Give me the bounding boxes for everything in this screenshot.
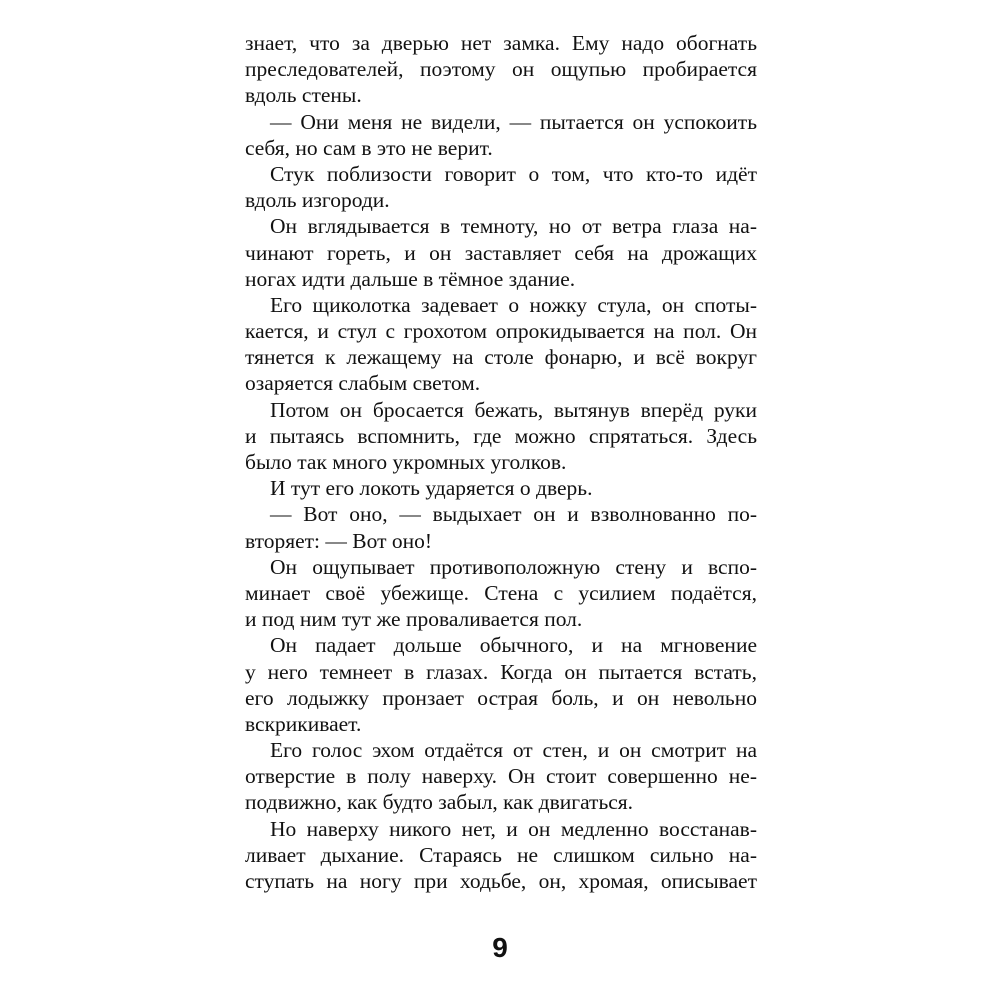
text-line: ступать на ногу при ходьбе, он, хромая, описывает <box>245 869 757 893</box>
text-line: было так много укромных уголков. <box>245 450 567 474</box>
text-line: Его голос эхом отдаётся от стен, и он смотрит на <box>270 738 757 763</box>
text-line: — Вот оно, — выдыхает он и взволнованно по- <box>270 502 757 527</box>
text-line: И тут его локоть ударяется о дверь. <box>270 476 593 501</box>
page-number: 9 <box>492 932 508 963</box>
text-line: его лодыжку пронзает острая боль, и он невольно <box>245 685 757 710</box>
text-line: Он вглядывается в темноту, но от ветра глаза на- <box>270 214 757 239</box>
text-line: ногах идти дальше в тёмное здание. <box>245 266 576 291</box>
text-line: минает своё убежище. Стена с усилием подаётся, <box>245 580 757 605</box>
text-line: Он ощупывает противоположную стену и вспо- <box>270 554 757 579</box>
text-line: подвижно, как будто забыл, как двигаться. <box>245 790 634 815</box>
text-line: знает, что за дверью нет замка. Ему надо обогнать <box>245 31 757 55</box>
text-line: вскрикивает. <box>245 711 362 736</box>
text-line: тянется к лежащему на столе фонарю, и всё вокруг <box>245 345 757 370</box>
body-text <box>245 30 757 894</box>
text-line: кается, и стул с грохотом опрокидывается на пол. Он <box>245 319 757 344</box>
text-line: преследователей, поэтому он ощупью пробирается <box>245 57 757 82</box>
text-line: Но наверху никого нет, и он медленно восстанав- <box>270 816 757 841</box>
text-line: и под ним тут же проваливается пол. <box>245 607 583 632</box>
text-line: Потом он бросается бежать, вытянув вперёд руки <box>270 397 757 422</box>
text-line: Стук поблизости говорит о том, что кто-то идёт <box>270 161 757 186</box>
text-line: ливает дыхание. Стараясь не слишком сильно на- <box>245 842 757 867</box>
text-line: Его щиколотка задевает о ножку стула, он споты- <box>270 292 757 317</box>
text-line: — Они меня не видели, — пытается он успокоить <box>270 109 757 134</box>
text-line: и пытаясь вспомнить, где можно спрятаться. Здесь <box>245 423 757 448</box>
text-line: отверстие в полу наверху. Он стоит совершенно не- <box>245 764 757 789</box>
text-line: у него темнеет в глазах. Когда он пытается встать, <box>245 659 757 684</box>
text-line: себя, но сам в это не верит. <box>245 135 493 160</box>
text-line: Он падает дольше обычного, и на мгновение <box>270 633 757 658</box>
text-line: озаряется слабым светом. <box>245 371 481 396</box>
text-line: вдоль стены. <box>245 83 362 108</box>
text-line: вдоль изгороди. <box>245 188 390 213</box>
text-line: вторяет: — Вот оно! <box>245 528 433 553</box>
text-line: чинают гореть, и он заставляет себя на дрожащих <box>245 240 757 265</box>
